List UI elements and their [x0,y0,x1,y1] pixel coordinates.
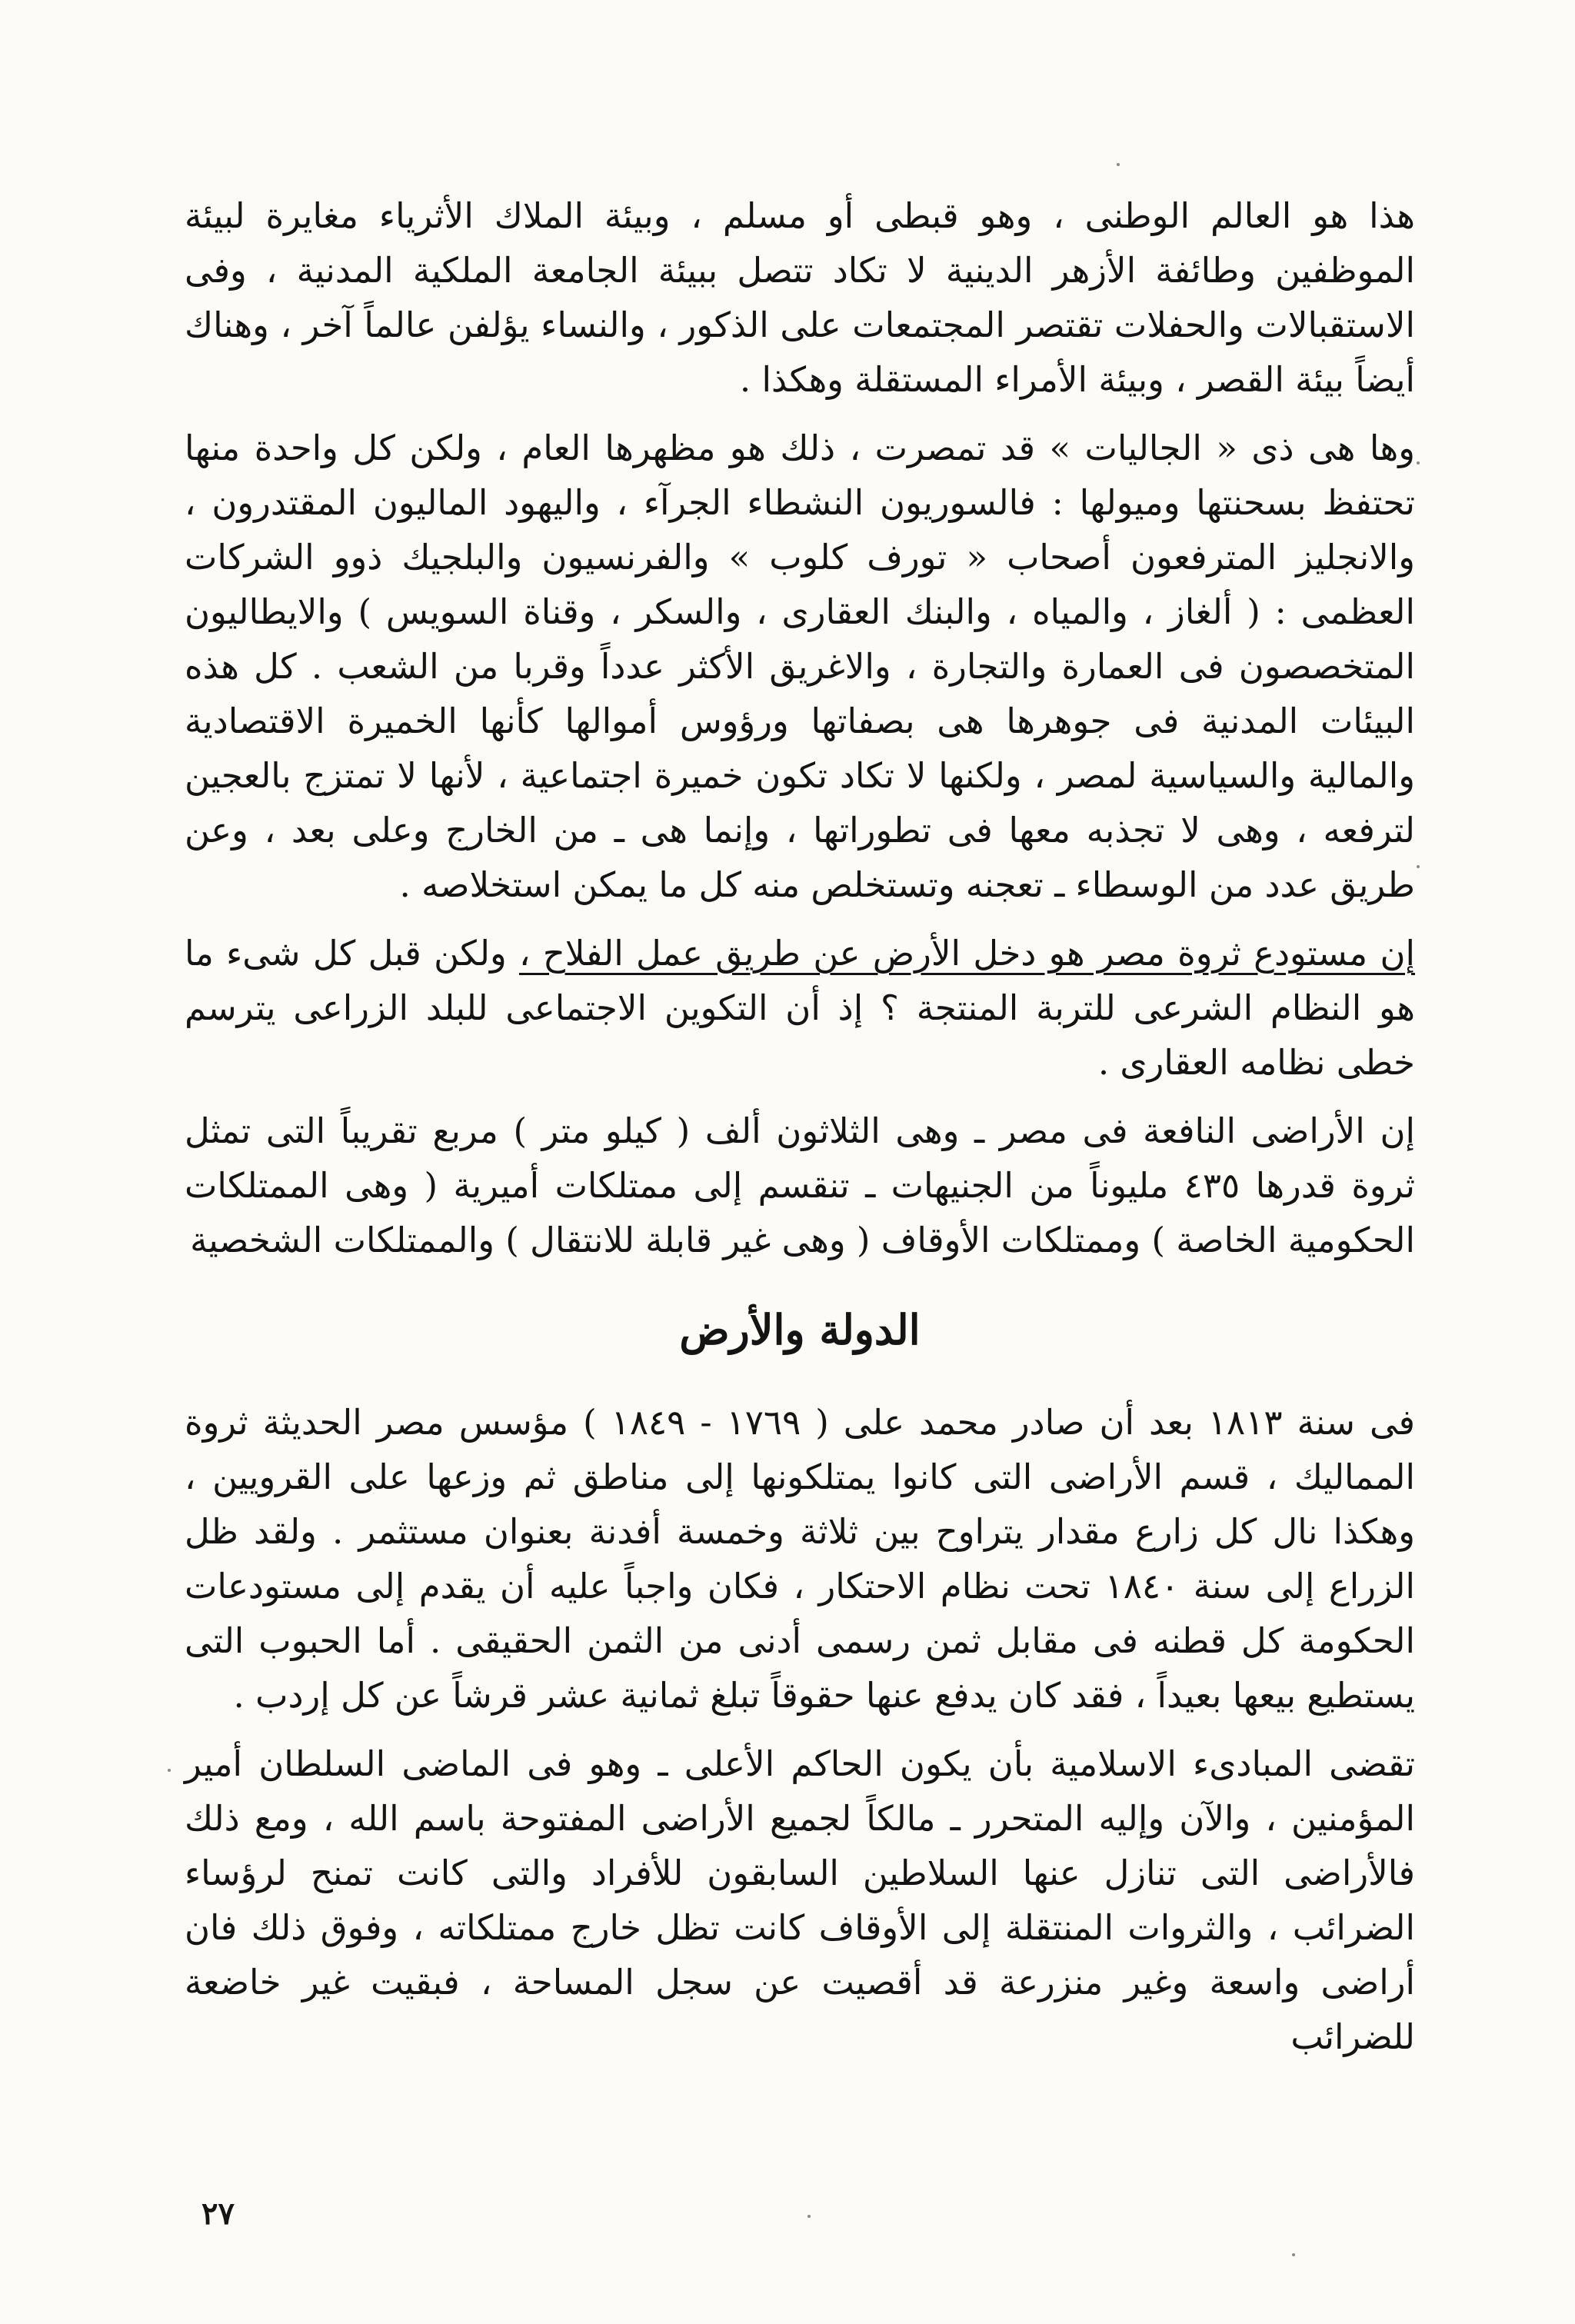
paragraph-2: وها هى ذى « الجاليات » قد تمصرت ، ذلك هو مظهرها العام ، ولكن كل واحدة منها تحتفظ بسحنتها وميولها : فالسوريون النشطاء الجرآء ، واليهود الماليون المقتدرون ، والانجليز المترفعون أصحاب « تورف كلوب » والفرنسيون والبلجيك ذوو الشركات العظمى : ( ألغاز ، والمياه ، والبنك العقارى ، والسكر ، وقناة السويس ) والايطاليون المتخصصون فى العمارة والتجارة ، والاغريق الأكثر عدداً وقربا من الشعب . كل هذه البيئات المدنية فى جوهرها هى بصفاتها ورؤوس أموالها كأنها الخميرة الاقتصادية والمالية والسياسية لمصر ، ولكنها لا تكاد تكون خميرة اجتماعية ، لأنها لا تمتزج بالعجين لترفعه ، وهى لا تجذبه معها فى تطوراتها ، وإنما هى ـ من الخارج وعلى بعد ، وعن طريق عدد من الوسطاء ـ تعجنه وتستخلص منه كل ما يمكن استخلاصه . [185,428,1415,905]
paragraph-4: إن الأراضى النافعة فى مصر ـ وهى الثلاثون ألف ( كيلو متر ) مربع تقريباً التى تمثل ثروة قدرها ٤٣٥ مليوناً من الجنيهات ـ تنقسم إلى ممتلكات أميرية ( وهى الممتلكات الحكومية الخاصة ) وممتلكات الأوقاف ( وهى غير قابلة للانتقال ) والممتلكات الشخصية [185,1110,1416,1260]
scan-speck [1417,865,1420,868]
section-heading: الدولة والأرض [679,1305,921,1354]
paragraph-3-rest: ولكن قبل كل شىء ما هو النظام الشرعى للتربة المنتجة ؟ إذ أن التكوين الاجتماعى للبلد الزراعى يترسم خطى نظامه العقارى . [185,933,1415,1083]
body-text [185,188,1415,2078]
page-number: ٢٧ [201,2196,235,2232]
paragraph-3 [185,926,1415,1090]
scan-speck [1292,2253,1295,2256]
scan-speck [168,1769,171,1772]
underlined-sentence: إن مستودع ثروة مصر هو دخل الأرض عن طريق عمل الفلاح ، [519,933,1415,974]
paragraph-6: تقضى المبادىء الاسلامية بأن يكون الحاكم الأعلى ـ وهو فى الماضى السلطان أمير المؤمنين ، والآن وإليه المتحرر ـ مالكاً لجميع الأراضى المفتوحة باسم الله ، ومع ذلك فالأراضى التى تنازل عنها السلاطين السابقون للأفراد والتى كانت تمنح لرؤساء الضرائب ، والثروات المنتقلة إلى الأوقاف كانت تظل خارج ممتلكاته ، وفوق ذلك فان أراضى واسعة وغير منزرعة قد أقصيت عن سجل المساحة ، فبقيت غير خاضعة للضرائب [185,1743,1415,2057]
scan-speck [1117,163,1120,166]
paragraph-1: هذا هو العالم الوطنى ، وهو قبطى أو مسلم ، وبيئة الملاك الأثرياء مغايرة لبيئة الموظفين وطائفة الأزهر الدينية لا تكاد تتصل ببيئة الجامعة الملكية المدنية ، وفى الاستقبالات والحفلات تقتصر المجتمعات على الذكور ، والنساء يؤلفن عالماً آخر ، وهناك أيضاً بيئة القصر ، وبيئة الأمراء المستقلة وهكذا . [185,195,1415,400]
scan-speck [1417,461,1420,464]
scan-speck [807,2215,811,2218]
paragraph-5: فى سنة ١٨١٣ بعد أن صادر محمد على ( ١٧٦٩ - ١٨٤٩ ) مؤسس مصر الحديثة ثروة المماليك ، قسم الأراضى التى كانوا يمتلكونها إلى مناطق ثم وزعها على القرويين ، وهكذا نال كل زارع مقدار يتراوح بين ثلاثة وخمسة أفدنة بعنوان مستثمر . ولقد ظل الزراع إلى سنة ١٨٤٠ تحت نظام الاحتكار ، فكان واجباً عليه أن يقدم إلى مستودعات الحكومة كل قطنه فى مقابل ثمن رسمى أدنى من الثمن الحقيقى . أما الحبوب التى يستطيع بيعها بعيداً ، فقد كان يدفع عنها حقوقاً تبلغ ثمانية عشر قرشاً عن كل إردب . [185,1402,1416,1716]
